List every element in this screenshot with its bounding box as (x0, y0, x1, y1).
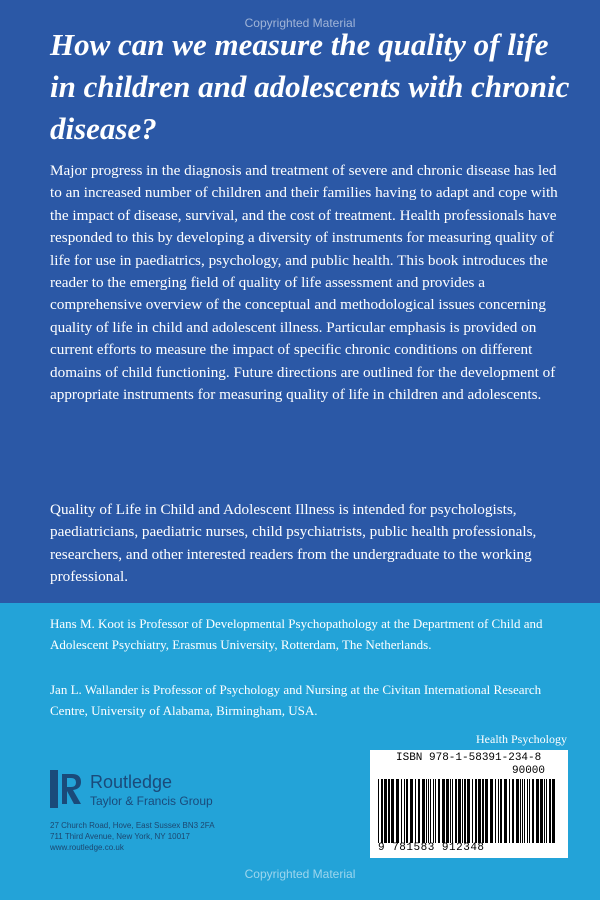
publisher-logo (50, 770, 280, 820)
barcode-bar (544, 779, 545, 843)
book-description: Major progress in the diagnosis and treatment of severe and chronic disease has led to an increased number of children and their families having to adapt and cope with the impact of disease, survival, and the cost of treatment. Health professionals have responded to this by developing a diversity of instruments for measuring quality of life for use in paediatrics, psychology, and public health. This book introduces the reader to the emerging field of quality of life assessment and provides a comprehensive overview of the conceptual and methodological issues concerning quality of life in child and adolescent illness. Particular emphasis is provided on current efforts to measure the impact of specific chronic conditions on different domains of child functioning. Future directions are outlined for the development of appropriate instruments for measuring quality of life in children and adolescents. (50, 162, 558, 404)
barcode-bar (415, 779, 416, 843)
barcode-bar (388, 779, 390, 843)
barcode-bar (422, 779, 425, 843)
barcode-bar (552, 779, 555, 843)
ean-digits: 9 781583 912348 (378, 842, 485, 854)
barcode-bar (450, 779, 451, 843)
barcode-bar (512, 779, 514, 843)
address-line: www.routledge.co.uk (50, 843, 124, 852)
barcode-bar (462, 779, 463, 843)
barcode-bar (430, 779, 431, 843)
subject-category: Health Psychology (476, 732, 567, 746)
barcode-bar (446, 779, 449, 843)
barcode-bar (426, 779, 427, 843)
watermark-bottom: Copyrighted Material (244, 867, 356, 881)
price-code: 90000 (512, 765, 546, 777)
barcode-bar (549, 779, 551, 843)
barcode-bar (482, 779, 484, 843)
barcode-bar (464, 779, 466, 843)
barcode-bar (485, 779, 488, 843)
barcode-bar (442, 779, 445, 843)
address-line: 711 Third Avenue, New York, NY 10017 (50, 832, 190, 841)
barcode-bar (546, 779, 547, 843)
barcode-bar (500, 779, 502, 843)
barcode-bar (401, 779, 402, 843)
barcode-bar (472, 779, 473, 843)
barcode-panel (370, 750, 568, 858)
barcode-bar (522, 779, 523, 843)
barcode-bar (378, 779, 379, 843)
barcode-bar (458, 779, 461, 843)
barcode-bar (536, 779, 539, 843)
barcode-bar (391, 779, 394, 843)
barcode-icon (376, 779, 562, 843)
barcode-bar (495, 779, 496, 843)
barcode-bar (524, 779, 525, 843)
cover-headline: How can we measure the quality of life in children and adolescents with chronic disease? (50, 27, 570, 146)
barcode-bar (433, 779, 434, 843)
barcode-bar (406, 779, 408, 843)
barcode-bar (498, 779, 499, 843)
barcode-bar (428, 779, 429, 843)
barcode-bar (435, 779, 436, 843)
barcode-bar (504, 779, 507, 843)
publisher-address (50, 820, 215, 853)
barcode-bar (509, 779, 510, 843)
barcode-bar (396, 779, 399, 843)
barcode-bar (384, 779, 387, 843)
barcode-bar (410, 779, 413, 843)
barcode-bar (455, 779, 457, 843)
barcode-bar (490, 779, 493, 843)
barcode-bar (475, 779, 477, 843)
author-bio-wallander: Jan L. Wallander is Professor of Psychology and Nursing at the Civitan International Research Centre, University of Alabama, Birmingham, USA. (50, 682, 542, 718)
barcode-bar (516, 779, 519, 843)
barcode-bar (529, 779, 530, 843)
publisher-group: Taylor & Francis Group (90, 794, 213, 808)
barcode-bar (404, 779, 405, 843)
barcode-bar (438, 779, 440, 843)
barcode-bar (527, 779, 528, 843)
address-line: 27 Church Road, Hove, East Sussex BN3 2FA (50, 821, 215, 830)
audience-statement: Quality of Life in Child and Adolescent Illness is intended for psychologists, paediatricians, paediatric nurses, child psychiatrists, public health professionals, researchers, and other interested readers from the undergraduate to the working professional. (50, 501, 537, 586)
publisher-name: Routledge (90, 772, 173, 792)
watermark-top: Copyrighted Material (244, 16, 356, 30)
barcode-bar (540, 779, 543, 843)
barcode-bar (381, 779, 383, 843)
barcode-bar (452, 779, 453, 843)
barcode-bar (532, 779, 534, 843)
barcode-bar (478, 779, 481, 843)
barcode-bar (467, 779, 470, 843)
author-bio-koot: Hans M. Koot is Professor of Developmental Psychopathology at the Department of Child and Adolescent Psychiatry, Erasmus University, Rotterdam, The Netherlands. (50, 616, 543, 652)
isbn-text: ISBN 978-1-58391-234-8 (396, 752, 542, 764)
barcode-bar (418, 779, 420, 843)
routledge-logo-icon (50, 770, 84, 808)
barcode-bar (520, 779, 521, 843)
